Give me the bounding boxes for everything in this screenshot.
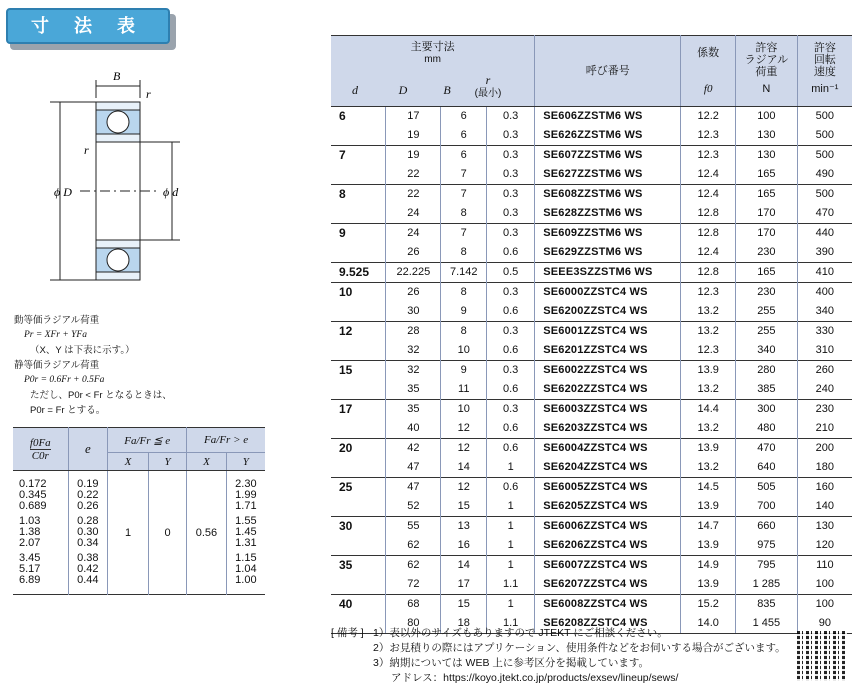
header-main-dims: 主要寸法 mm d D B r (最小): [331, 36, 535, 107]
header-coef: 係数 f0: [681, 36, 736, 107]
cell-bearing-number: SE6003ZZSTC4 WS: [535, 400, 681, 420]
bearing-diagram: [40, 68, 220, 308]
fac-h-ratio: f0Fa C0r: [13, 428, 68, 471]
cell-d: [331, 165, 386, 185]
fac-h-gt: Fa/Fr > e: [187, 428, 265, 453]
table-row: [331, 419, 852, 439]
cell-B: 9: [441, 302, 487, 322]
footnote-2: 2）お見積りの際にはアプリケーション、使用条件などをお伺いする場合がございます。: [373, 642, 786, 654]
cell-speed: 100: [815, 578, 835, 590]
cell-f0: 13.9: [681, 536, 736, 556]
cell-D: 22: [386, 165, 441, 185]
cell-load: 480: [736, 419, 798, 439]
cell-B: 17: [441, 575, 487, 595]
cell-B: 6: [441, 107, 487, 127]
cell-r: 0.6: [487, 419, 535, 439]
cell-B: 15: [441, 497, 487, 517]
cell-bearing-number: SE6204ZZSTC4 WS: [535, 458, 681, 478]
cell-load: 640: [736, 458, 798, 478]
cell-r: 0.3: [487, 107, 535, 127]
cell-B: 14: [441, 556, 487, 576]
cell-D: 19: [386, 126, 441, 146]
cell-f0: 14.9: [681, 556, 736, 576]
cell-bearing-number: SE6008ZZSTC4 WS: [535, 595, 681, 615]
cell-d: 12: [331, 322, 386, 342]
cell-speed: 500: [797, 185, 852, 205]
header-load: 許容 ラジアル 荷重 N: [736, 36, 798, 107]
table-row: [331, 341, 852, 361]
cell-B: 7.142: [441, 263, 487, 283]
cell-B: 14: [441, 458, 487, 478]
cell-D: 26: [386, 283, 441, 303]
cell-d: 35: [331, 556, 386, 576]
cell-r: 0.6: [487, 243, 535, 263]
cell-f0: 13.9: [681, 439, 736, 459]
cell-load: 700: [736, 497, 798, 517]
cell-f0: 13.9: [681, 361, 736, 381]
cell-d: 7: [331, 146, 386, 166]
cell-bearing-number: SE6203ZZSTC4 WS: [535, 419, 681, 439]
cell-speed: 90: [797, 614, 852, 634]
table-row: [331, 165, 852, 185]
cell-B: 16: [441, 536, 487, 556]
ball-bottom: [107, 249, 129, 271]
cell-f0: 12.8: [681, 263, 736, 283]
table-row: [331, 575, 852, 595]
cell-B: 9: [441, 361, 487, 381]
cell-d: [331, 302, 386, 322]
label-phi-D: ϕ D: [54, 185, 72, 199]
cell-bearing-number: SE608ZZSTM6 WS: [535, 185, 681, 205]
cell-load: 230: [736, 243, 798, 263]
cell-B: 7: [441, 224, 487, 244]
header-name: 呼び番号: [535, 36, 681, 107]
cell-speed: 240: [815, 383, 835, 395]
cell-speed: 500: [797, 107, 852, 127]
table-row: [331, 302, 852, 322]
cell-bearing-number: SE606ZZSTM6 WS: [535, 107, 681, 127]
cell-B: 18: [441, 614, 487, 634]
cell-D: 62: [386, 556, 441, 576]
cell-load: 165: [736, 185, 798, 205]
cell-speed: 340: [815, 305, 835, 317]
cell-d: [331, 243, 386, 263]
cell-bearing-number: SE607ZZSTM6 WS: [535, 146, 681, 166]
cell-D: 80: [386, 614, 441, 634]
cell-B: 15: [441, 595, 487, 615]
fac-h-y1: Y: [148, 453, 186, 471]
cell-speed: 200: [797, 439, 852, 459]
cell-r: 1: [487, 556, 535, 576]
cell-f0: 13.2: [681, 380, 736, 400]
cell-f0: 12.3: [681, 126, 736, 146]
fac-x1: 1: [108, 471, 149, 595]
cell-D: 40: [386, 419, 441, 439]
cell-r: 0.3: [487, 185, 535, 205]
cell-speed: 440: [797, 224, 852, 244]
cell-bearing-number: SE628ZZSTM6 WS: [535, 204, 681, 224]
cell-d: [331, 204, 386, 224]
cell-load: 300: [736, 400, 798, 420]
cell-f0: 14.7: [681, 517, 736, 537]
cell-D: 35: [386, 400, 441, 420]
cell-r: 0.6: [487, 302, 535, 322]
fac-h-x2: X: [187, 453, 227, 471]
cell-d: 6: [331, 107, 386, 127]
cell-f0: 15.2: [681, 595, 736, 615]
table-row: [331, 556, 852, 576]
cell-speed: 390: [815, 246, 835, 258]
cell-f0: 13.2: [681, 458, 736, 478]
cell-load: 505: [736, 478, 798, 498]
cell-r: 1.1: [487, 614, 535, 634]
cell-D: 30: [386, 302, 441, 322]
label-phi-d: ϕ d: [163, 185, 179, 199]
fac-h-y2: Y: [226, 453, 265, 471]
table-row: [331, 204, 852, 224]
table-row: [331, 497, 852, 517]
cell-D: 52: [386, 497, 441, 517]
cell-r: 0.3: [487, 224, 535, 244]
cell-speed: 100: [797, 595, 852, 615]
cell-speed: 110: [797, 556, 852, 576]
cell-bearing-number: SE6005ZZSTC4 WS: [535, 478, 681, 498]
cell-load: 100: [736, 107, 798, 127]
cell-D: 72: [386, 575, 441, 595]
cell-bearing-number: SE6002ZZSTC4 WS: [535, 361, 681, 381]
cell-bearing-number: SE6000ZZSTC4 WS: [535, 283, 681, 303]
cell-r: 0.3: [487, 322, 535, 342]
fac-y2-col: 2.30 1.99 1.71 1.55 1.45 1.31 1.15 1.04 1.00: [235, 478, 257, 586]
cell-B: 8: [441, 204, 487, 224]
label-r-left: r: [84, 143, 89, 157]
cell-D: 62: [386, 536, 441, 556]
cell-speed: 500: [797, 146, 852, 166]
cell-bearing-number: SE627ZZSTM6 WS: [535, 165, 681, 185]
cell-r: 0.6: [487, 380, 535, 400]
dynamic-title: 動等価ラジアル荷重: [14, 315, 100, 326]
cell-r: 0.5: [487, 263, 535, 283]
cell-bearing-number: SE6202ZZSTC4 WS: [535, 380, 681, 400]
cell-D: 32: [386, 361, 441, 381]
cell-load: 130: [736, 146, 798, 166]
cell-bearing-number: SE6205ZZSTC4 WS: [535, 497, 681, 517]
cell-D: 24: [386, 204, 441, 224]
cell-speed: 330: [797, 322, 852, 342]
table-row: [331, 400, 852, 420]
cell-D: 55: [386, 517, 441, 537]
cell-B: 13: [441, 517, 487, 537]
cell-r: 0.3: [487, 361, 535, 381]
cell-D: 35: [386, 380, 441, 400]
cell-f0: 12.4: [681, 243, 736, 263]
static-eq: P0r = 0.6Fr + 0.5Fa: [24, 375, 105, 385]
cell-bearing-number: SE626ZZSTM6 WS: [535, 126, 681, 146]
cell-load: 255: [736, 322, 798, 342]
cell-D: 47: [386, 458, 441, 478]
cell-bearing-number: SE6200ZZSTC4 WS: [535, 302, 681, 322]
cell-load: 385: [736, 380, 798, 400]
table-row: [331, 185, 852, 205]
cell-B: 12: [441, 419, 487, 439]
cell-d: [331, 575, 386, 595]
table-row: [331, 146, 852, 166]
cell-bearing-number: SE629ZZSTM6 WS: [535, 243, 681, 263]
cell-bearing-number: SE609ZZSTM6 WS: [535, 224, 681, 244]
cell-d: 17: [331, 400, 386, 420]
cell-f0: 13.9: [681, 575, 736, 595]
cell-f0: 14.4: [681, 400, 736, 420]
cell-r: 0.3: [487, 165, 535, 185]
cell-f0: 13.2: [681, 419, 736, 439]
table-row: [331, 224, 852, 244]
cell-f0: 12.4: [681, 165, 736, 185]
cell-B: 12: [441, 439, 487, 459]
cell-speed: 490: [815, 168, 835, 180]
cell-load: 230: [736, 283, 798, 303]
footnote-url[interactable]: アドレス：https://koyo.jtekt.co.jp/products/exsev/lineup/sews/: [391, 672, 679, 684]
table-row: [331, 283, 852, 303]
cell-d: 30: [331, 517, 386, 537]
cell-D: 28: [386, 322, 441, 342]
cell-r: 0.3: [487, 146, 535, 166]
cell-load: 170: [736, 204, 798, 224]
cell-B: 8: [441, 322, 487, 342]
cell-r: 0.3: [487, 400, 535, 420]
cell-D: 22.225: [386, 263, 441, 283]
cell-D: 22: [386, 185, 441, 205]
cell-B: 6: [441, 146, 487, 166]
cell-d: [331, 126, 386, 146]
cell-load: 280: [736, 361, 798, 381]
table-row: [331, 595, 852, 615]
cell-load: 1 455: [736, 614, 798, 634]
cell-speed: 260: [797, 361, 852, 381]
table-row: [331, 263, 852, 283]
cell-r: 0.3: [487, 283, 535, 303]
cell-speed: 160: [797, 478, 852, 498]
cell-d: 40: [331, 595, 386, 615]
cell-f0: 12.3: [681, 341, 736, 361]
cell-D: 19: [386, 146, 441, 166]
cell-bearing-number: SE6004ZZSTC4 WS: [535, 439, 681, 459]
cell-load: 255: [736, 302, 798, 322]
cell-d: 9.525: [331, 263, 386, 283]
cell-r: 0.6: [487, 439, 535, 459]
cell-f0: 12.3: [681, 146, 736, 166]
page-title: 寸 法 表: [6, 8, 170, 44]
cell-load: 165: [736, 165, 798, 185]
h-D: D: [398, 83, 408, 97]
cell-d: [331, 341, 386, 361]
cell-load: 975: [736, 536, 798, 556]
label-r-top: r: [146, 87, 151, 101]
cell-f0: 14.0: [681, 614, 736, 634]
cell-r: 0.6: [487, 341, 535, 361]
cell-f0: 13.9: [681, 497, 736, 517]
cell-B: 7: [441, 185, 487, 205]
cell-B: 8: [441, 243, 487, 263]
fac-e-col: 0.19 0.22 0.26 0.28 0.30 0.34 0.38 0.42 0.44: [68, 471, 108, 595]
footnotes: [331, 626, 786, 686]
cell-r: 1: [487, 497, 535, 517]
table-row: [331, 107, 852, 127]
factor-table: [13, 427, 265, 595]
fac-h-le: Fa/Fr ≦ e: [108, 428, 187, 453]
cell-f0: 13.2: [681, 322, 736, 342]
cell-r: 1: [487, 595, 535, 615]
dynamic-sub: （X、Y は下表に示す。）: [30, 345, 135, 356]
cell-B: 10: [441, 400, 487, 420]
cell-d: 20: [331, 439, 386, 459]
cell-load: 170: [736, 224, 798, 244]
cell-bearing-number: SE6006ZZSTC4 WS: [535, 517, 681, 537]
h-d: d: [352, 83, 358, 97]
cell-B: 10: [441, 341, 487, 361]
cell-speed: 120: [815, 539, 835, 551]
cell-speed: 140: [815, 500, 835, 512]
cell-speed: 180: [815, 461, 835, 473]
cell-speed: 230: [797, 400, 852, 420]
cell-speed: 310: [815, 344, 835, 356]
static-title: 静等価ラジアル荷重: [14, 360, 100, 371]
cell-D: 26: [386, 243, 441, 263]
header-speed: 許容 回転 速度 min⁻¹: [797, 36, 852, 107]
cell-r: 1.1: [487, 575, 535, 595]
cell-d: [331, 497, 386, 517]
cell-r: 0.3: [487, 126, 535, 146]
cell-speed: 470: [815, 207, 835, 219]
fac-x2: 0.56: [187, 471, 227, 595]
table-row: [331, 361, 852, 381]
fac-y1: 0: [148, 471, 186, 595]
table-row: [331, 322, 852, 342]
fac-ratio-col: 0.172 0.345 0.689 1.03 1.38 2.07 3.45 5.17 6.89: [13, 471, 68, 595]
cell-load: 795: [736, 556, 798, 576]
cell-d: [331, 419, 386, 439]
table-row: [331, 517, 852, 537]
static-cond: ただし、P0r < Fr となるときは、: [30, 390, 172, 401]
cell-bearing-number: SE6201ZZSTC4 WS: [535, 341, 681, 361]
cell-f0: 12.8: [681, 204, 736, 224]
footnote-3: 3）納期については WEB 上に参考区分を掲載しています。: [373, 657, 650, 669]
cell-B: 8: [441, 283, 487, 303]
cell-speed: 500: [815, 129, 835, 141]
cell-speed: 210: [815, 422, 835, 434]
cell-r: 1: [487, 536, 535, 556]
cell-f0: 14.5: [681, 478, 736, 498]
table-row: [331, 478, 852, 498]
cell-d: 25: [331, 478, 386, 498]
footnote-label: [ 備考 ]: [331, 627, 364, 639]
cell-r: 0.3: [487, 204, 535, 224]
cell-bearing-number: SE6208ZZSTC4 WS: [535, 614, 681, 634]
cell-load: 165: [736, 263, 798, 283]
cell-bearing-number: SEEE3SZZSTM6 WS: [535, 263, 681, 283]
label-B: B: [113, 69, 121, 83]
cell-bearing-number: SE6001ZZSTC4 WS: [535, 322, 681, 342]
cell-D: 32: [386, 341, 441, 361]
cell-load: 470: [736, 439, 798, 459]
cell-load: 835: [736, 595, 798, 615]
cell-f0: 12.8: [681, 224, 736, 244]
cell-f0: 12.3: [681, 283, 736, 303]
fac-h-x1: X: [108, 453, 149, 471]
cell-D: 24: [386, 224, 441, 244]
load-notes: [14, 313, 172, 418]
qr-code-icon[interactable]: [797, 631, 847, 681]
cell-load: 340: [736, 341, 798, 361]
table-row: [331, 243, 852, 263]
cell-r: 0.6: [487, 478, 535, 498]
cell-B: 7: [441, 165, 487, 185]
cell-f0: 12.4: [681, 185, 736, 205]
cell-d: [331, 458, 386, 478]
cell-speed: 410: [797, 263, 852, 283]
cell-B: 11: [441, 380, 487, 400]
cell-load: 660: [736, 517, 798, 537]
cell-D: 47: [386, 478, 441, 498]
table-row: [331, 126, 852, 146]
cell-d: 15: [331, 361, 386, 381]
cell-d: 9: [331, 224, 386, 244]
h-B: B: [443, 83, 451, 97]
cell-D: 68: [386, 595, 441, 615]
cell-D: 42: [386, 439, 441, 459]
table-row: [331, 380, 852, 400]
cell-bearing-number: SE6207ZZSTC4 WS: [535, 575, 681, 595]
table-row: [331, 536, 852, 556]
cell-r: 1: [487, 517, 535, 537]
cell-speed: 400: [797, 283, 852, 303]
cell-speed: 130: [797, 517, 852, 537]
dynamic-eq: Pr = XFr + YFa: [24, 330, 87, 340]
cell-bearing-number: SE6007ZZSTC4 WS: [535, 556, 681, 576]
static-res: P0r = Fr とする。: [30, 405, 106, 416]
cell-d: [331, 380, 386, 400]
cell-d: [331, 536, 386, 556]
cell-B: 12: [441, 478, 487, 498]
cell-bearing-number: SE6206ZZSTC4 WS: [535, 536, 681, 556]
cell-d: 10: [331, 283, 386, 303]
cell-B: 6: [441, 126, 487, 146]
cell-f0: 12.2: [681, 107, 736, 127]
cell-f0: 13.2: [681, 302, 736, 322]
footnote-1: 1）表以外のサイズもありますので JTEKT にご相談ください。: [373, 627, 668, 639]
dimension-table: [331, 35, 852, 634]
table-row: [331, 458, 852, 478]
cell-D: 17: [386, 107, 441, 127]
table-row: [331, 439, 852, 459]
cell-load: 130: [736, 126, 798, 146]
ball-top: [107, 111, 129, 133]
cell-r: 1: [487, 458, 535, 478]
cell-load: 1 285: [736, 575, 798, 595]
fac-h-e: e: [68, 428, 108, 471]
cell-d: 8: [331, 185, 386, 205]
